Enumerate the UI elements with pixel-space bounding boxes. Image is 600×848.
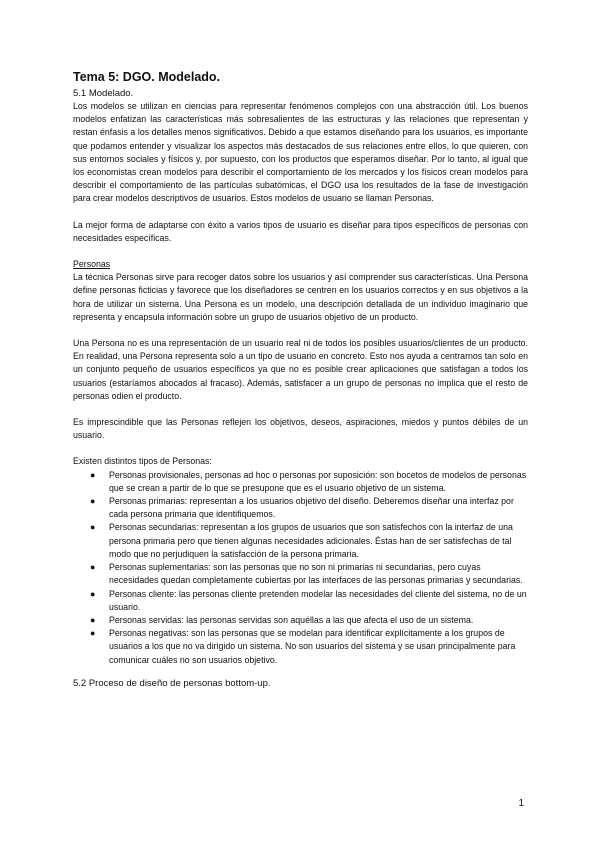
section-heading-5-2: 5.2 Proceso de diseño de personas bottom-up. [73,677,271,689]
page-number: 1 [518,798,524,809]
list-item-text: Personas secundarias: representan a los grupos de usuarios que son satisfechos con la interfaz de una persona primaria pero que tienen algunas necesidades adicionales. Éstas han de ser satisfechas de tal modo que no perjudiquen la satisfacción de la persona primaria. [109,522,513,559]
bullet-icon: ● [90,522,96,533]
paragraph-personas: La técnica Personas sirve para recoger datos sobre los usuarios y así comprender sus características. Una Persona define personas ficticias y favorece que los diseñadores se centren en los usuarios correctos y en sus objetivos a la hora de utilizar un sistema. Una Persona es un modelo, una descripción detallada de un individuo imaginario que representa y encapsula información sobre un grupo de usuarios objetivo de un producto. [73,272,528,322]
section-heading-5-1: 5.1 Modelado. [73,88,134,99]
list-item [90,588,528,614]
bullet-icon: ● [90,496,96,507]
list-item-text: Personas negativas: son las personas que se modelan para identificar explícitamente a los grupos de usuarios a los que no va dirigido un sistema. No son usuarios del sistema y se usan principalmente para comunicar cuáles no son usuarios objetivo. [109,628,516,665]
persona-types-list [73,469,528,667]
list-item [90,521,528,561]
list-item-text: Personas servidas: las personas servidas son aquéllas a las que afecta el uso de un sistema. [109,614,474,625]
document-title: Tema 5: DGO. Modelado. [73,70,221,84]
list-item [90,469,528,495]
list-item-text: Personas cliente: las personas cliente pretenden modelar las necesidades del cliente del sistema, no de un usuario. [109,588,527,612]
list-item [90,561,528,587]
bullet-icon: ● [90,588,96,599]
bullet-icon: ● [90,628,96,639]
list-item [90,495,528,521]
list-item-text: Personas provisionales, personas ad hoc o personas por suposición: son bocetos de modelos de personas que se crean a partir de lo que se presupone que es el usuario objetivo de un sistema. [109,469,527,493]
list-item [90,627,528,667]
document-body [73,70,528,690]
list-item-text: Personas primarias: representan a los usuarios objetivo del diseño. Deberemos diseñar una interfaz por cada persona primaria que identifiquemos. [109,496,514,520]
list-item-text: Personas suplementarias: son las personas que no son ni primarias ni secundarias, pero cuyas necesidades quedan completamente cubiertas por las interfaces de las personas primarias y secundarias. [109,562,523,586]
paragraph-essential: Es imprescindible que las Personas reflejen los objetivos, deseos, aspiraciones, miedos y puntos débiles de un usuario. [73,417,528,441]
list-item [90,614,528,627]
personas-heading: Personas [73,259,111,270]
bullet-icon: ● [90,614,96,625]
bullet-icon: ● [90,562,96,573]
paragraph-not-real-user: Una Persona no es una representación de un usuario real ni de todos los posibles usuarios/clientes de un producto. En realidad, una Persona representa solo a un tipo de usuario en concreto. Esto nos ayuda a centrarnos tan solo en un conjunto pequeño de usuarios específicos ya que no es posible crear aplicaciones que satisfagan a todos los usuarios (estaríamos abocados al fracaso). Además, satisfacer a un grupo de personas no implica que el resto de personas odien el producto. [73,338,528,401]
types-intro: Existen distintos tipos de Personas: [73,456,212,467]
bullet-icon: ● [90,469,96,480]
paragraph-intro: Los modelos se utilizan en ciencias para representar fenómenos complejos con una abstracción útil. Los buenos modelos enfatizan las características más sobresalientes de las estructuras y las relaciones que representan y restan énfasis a los detalles menos significativos. Debido a que estamos diseñando para los usuarios, es importante que podamos entender y visualizar los aspectos más destacados de sus relaciones entre ellos, lo que quieren, con sus entornos sociales y físicos y, por supuesto, con los productos que esperamos diseñar. Por lo tanto, al igual que los economistas crean modelos para describir el comportamiento de los mercados y los físicos crean modelos para describir el comportamiento de las partículas subatómicas, el DGO usa los resultados de la fase de investigación para crear modelos descriptivos de usuarios. Estos modelos de usuario se llaman Personas. [73,101,528,204]
paragraph-adapt: La mejor forma de adaptarse con éxito a varios tipos de usuario es diseñar para tipos específicos de personas con necesidades específicas. [73,219,528,243]
